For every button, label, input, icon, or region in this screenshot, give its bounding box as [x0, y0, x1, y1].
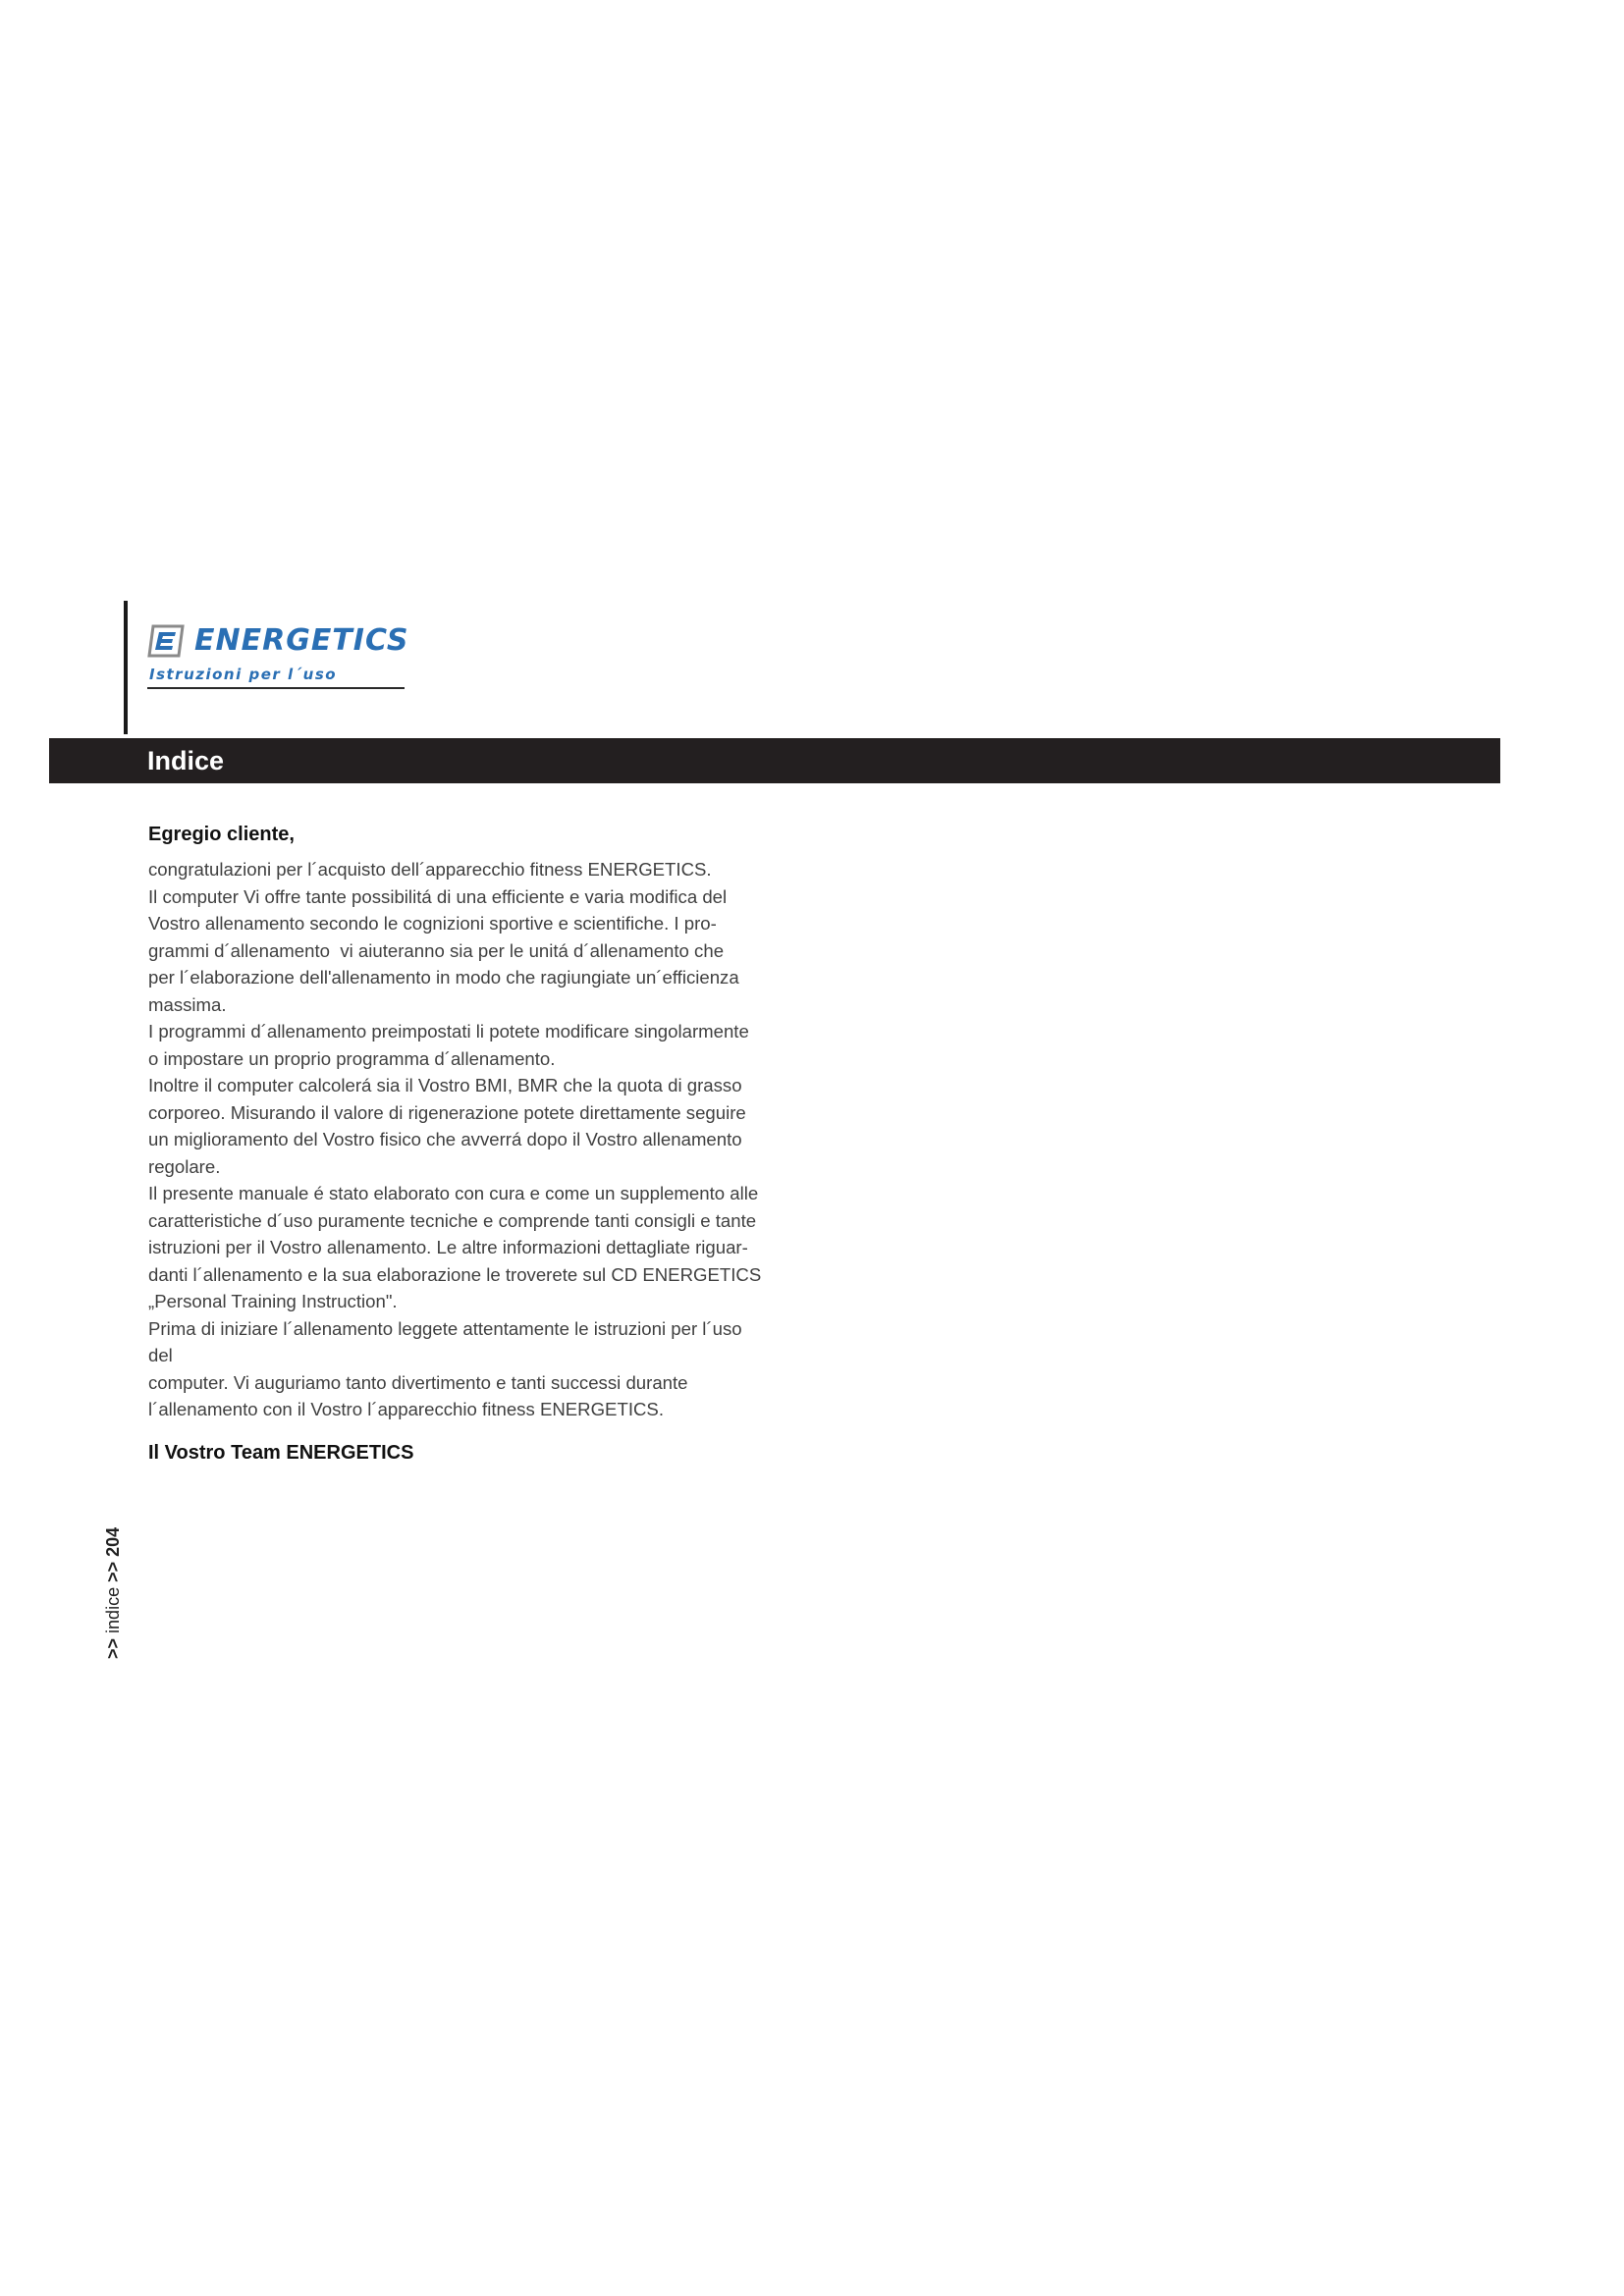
page-number: 204 [103, 1526, 123, 1557]
letter-line: danti l´allenamento e la sua elaborazione le troverete sul CD ENERGETICS [148, 1263, 762, 1285]
signature: Il Vostro Team ENERGETICS [148, 1441, 414, 1464]
side-navigation [102, 1527, 124, 1659]
nav-prefix: >> [103, 1637, 123, 1659]
letter-line: Inoltre il computer calcolerá sia il Vostro BMI, BMR che la quota di grasso [148, 1075, 742, 1095]
letter-line: del [148, 1345, 173, 1365]
logo-underline [147, 687, 405, 689]
letter-line: massima. [148, 993, 227, 1015]
letter-line: regolare. [148, 1155, 221, 1177]
letter-line: grammi d´allenamento vi aiuteranno sia per le unitá d´allenamento che [148, 939, 725, 961]
letter-line: per l´elaborazione dell'allenamento in modo che ragiungiate un´efficienza [148, 967, 739, 988]
letter-line: Vostro allenamento secondo le cognizioni sportive e scientifiche. I pro- [148, 913, 717, 934]
letter-line: istruzioni per il Vostro allenamento. Le altre informazioni dettagliate riguar- [148, 1237, 748, 1257]
energetics-logo [147, 622, 409, 691]
energetics-e-icon [147, 622, 187, 660]
letter-line: caratteristiche d´uso puramente tecniche e comprende tanti consigli e tante [148, 1209, 757, 1231]
letter-line: l´allenamento con il Vostro l´apparecchio fitness ENERGETICS. [148, 1399, 664, 1419]
letter-line: un miglioramento del Vostro fisico che avverrá dopo il Vostro allenamento [148, 1129, 742, 1149]
letter-line: corporeo. Misurando il valore di rigenerazione potete direttamente seguire [148, 1101, 746, 1123]
letter-line: Il presente manuale é stato elaborato con cura e come un supplemento alle [148, 1183, 759, 1203]
brand-name: ENERGETICS [194, 623, 409, 658]
letter-line: computer. Vi auguriamo tanto divertimento e tanti successi durante [148, 1371, 688, 1393]
letter-content [148, 821, 816, 1486]
greeting: Egregio cliente, [148, 824, 295, 845]
letter-line: Il computer Vi offre tante possibilitá di una efficiente e varia modifica del [148, 885, 728, 907]
index-link[interactable]: indice [103, 1586, 123, 1633]
nav-separator: >> [103, 1561, 123, 1582]
header-vertical-rule [124, 601, 128, 734]
manual-subtitle: Istruzioni per l´uso [149, 666, 338, 683]
letter-line: congratulazioni per l´acquisto dell´apparecchio fitness ENERGETICS. [148, 859, 712, 880]
section-title-bar [49, 738, 1500, 783]
letter-line: Prima di iniziare l´allenamento leggete attentamente le istruzioni per l´uso [148, 1317, 742, 1339]
letter-line: „Personal Training Instruction". [148, 1291, 398, 1311]
section-title: Indice [147, 746, 225, 775]
letter-line: o impostare un proprio programma d´allenamento. [148, 1047, 556, 1069]
letter-line: I programmi d´allenamento preimpostati li potete modificare singolarmente [148, 1021, 749, 1041]
